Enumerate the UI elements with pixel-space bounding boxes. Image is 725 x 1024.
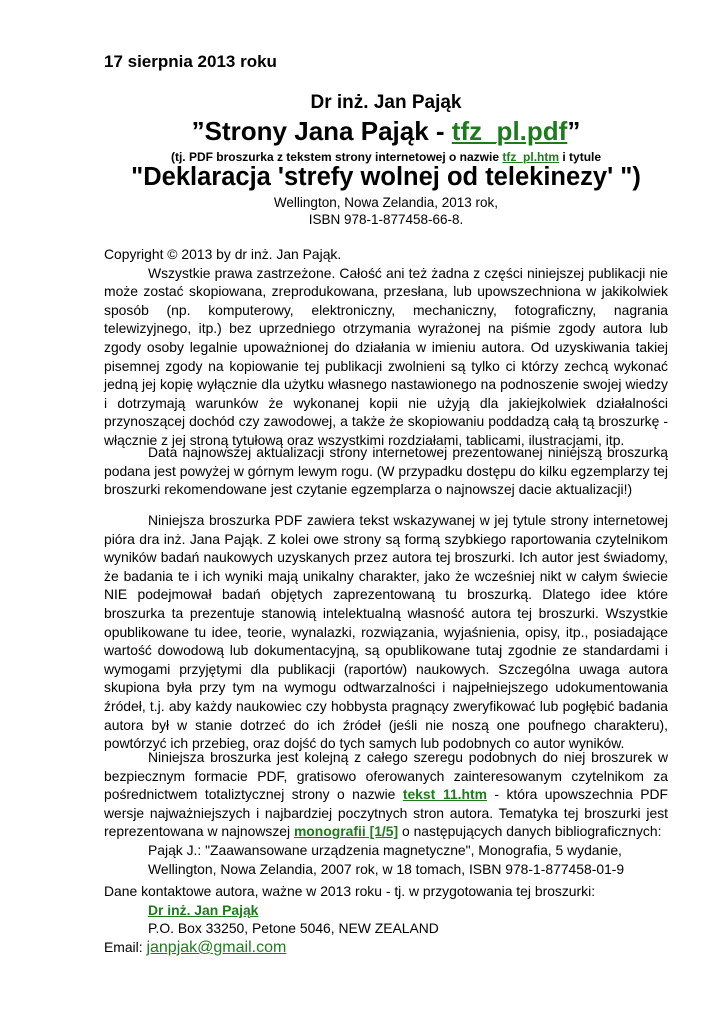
- series-paragraph: [104, 748, 668, 841]
- content-paragraph: Niniejsza broszurka PDF zawiera tekst wskazywanej w jej tytule strony internetowej pióra dra inż. Jana Pająk. Z kolei owe strony są formą szybkiego raportowania czytelnikom wyników badań naukowych uzyskanych przez autora tej broszurki. Ich autor jest świadomy, że badania te i ich wyniki mają unikalny charakter, jako że wcześniej nikt w całym świecie NIE podejmował badań objętych zaprezentowaną tu broszurką. Dlatego idee które broszurka ta prezentuje stanowią intelektualną własność autora tej broszurki. Wszystkie opublikowane tu idee, teorie, wynalazki, rozwiązania, wyjaśnienia, opisy, itp., posiadające wartość dowodową lub dokumentacyjną, są opublikowane tutaj zgodnie ze standardami i wymogami przyjętymi dla publikacji (raportów) naukowych. Szczególna uwaga autora skupiona była przy tym na wymogu odtwarzalności i najpełniejszego udokumentowania źródeł, t.j. aby każdy naukowiec czy hobbysta pragnący zweryfikować lub pogłębić badania autora był w stanie dotrzeć do ich źródeł (jeśli nie noszą one poufnego charakteru), powtórzyć ich przebieg, oraz dojść do tych samych lub podobnych co autor wyników.: [104, 512, 668, 752]
- contact-name-line: [104, 901, 668, 920]
- series-text-b: - która upowszechnia PDF wersje najważniejszych i najbardziej poczytnych stron autora. Tematyka tej broszurki jest reprezentowana w najnowszej: [104, 786, 668, 840]
- contact-address: P.O. Box 33250, Petone 5046, NEW ZEALAND: [148, 920, 439, 937]
- page-topic-title: "Deklaracja 'strefy wolnej od telekinezy' "): [131, 163, 641, 191]
- publication-info: [104, 194, 668, 228]
- bibliography-line-1: Pająk J.: "Zaawansowane urządzenia magnetyczne", Monografia, 5 wydanie,: [148, 841, 622, 858]
- subtitle-htm-link[interactable]: tfz_pl.htm: [502, 150, 560, 164]
- subtitle-prefix: (tj. PDF broszurka z tekstem strony internetowej o nazwie: [170, 150, 503, 164]
- bibliography-line-2: Wellington, Nowa Zelandia, 2007 rok, w 18 tomach, ISBN 978-1-877458-01-9: [148, 860, 625, 877]
- update-paragraph: Data najnowszej aktualizacji strony internetowej prezentowanej niniejszą broszurką podana jest powyżej w górnym lewym rogu. (W przypadku dostępu do kilku egzemplarzy tej broszurki rekomendowane jest czytanie egzemplarza o najnowszej dacie aktualizacji!): [104, 444, 668, 498]
- isbn: ISBN 978-1-877458-66-8.: [308, 212, 464, 227]
- document-title: [104, 116, 668, 147]
- update-paragraph-block: [104, 443, 668, 499]
- title-prefix: ”Strony Jana Pająk -: [191, 116, 452, 146]
- monograph-link[interactable]: monografii [1/5]: [293, 823, 399, 840]
- copyright-line: Copyright © 2013 by dr inż. Jan Pająk.: [104, 246, 342, 262]
- author-name: Dr inż. Jan Pająk: [310, 92, 462, 113]
- rights-paragraph: Wszystkie prawa zastrzeżone. Całość ani też żadna z części niniejszej publikacji nie może zostać skopiowana, zreprodukowana, przesłana, lub upowszechniona w jakikolwiek sposób (np. komputerowy, elektroniczny, mechaniczny, fotograficzny, nagrania telewizyjnego, itp.) bez uprzedniego otrzymania wyrażonej na piśmie zgody autora lub zgody osoby legalnie upoważnionej do działania w imieniu autora. Od uzyskiwania takiej pisemnej zgody na kopiowanie tej publikacji zwolnieni są tylko ci którzy zechcą wykonać jedną jej kopię wyłącznie dla użytku własnego nastawionego na podnoszenie swojej wiedzy i dotrzymają warunków że wykonanej kopii nie użyją dla jakiejkolwiek działalności przynoszącej dochód czy zawodowej, a także że skopiowaniu poddadzą całą tą broszurkę - włącznie z jej stroną tytułową oraz wszystkimi rozdziałami, tablicami, ilustracjami, itp.: [104, 264, 668, 448]
- subtitle-suffix: i tytule: [559, 150, 602, 164]
- content-paragraph-block: [104, 511, 668, 753]
- contact-intro: Dane kontaktowe autora, ważne w 2013 roku - tj. w przygotowania tej broszurki:: [104, 883, 596, 899]
- contact-name-link[interactable]: Dr inż. Jan Pająk: [148, 901, 259, 918]
- contact-block: [104, 882, 668, 957]
- title-pdf-link[interactable]: tfz_pl.pdf: [451, 116, 568, 146]
- copyright-block: [104, 245, 668, 450]
- title-suffix: ”: [567, 116, 581, 146]
- series-text-c: o następujących danych bibliograficznych:: [398, 823, 662, 840]
- publication-place: Wellington, Nowa Zelandia, 2013 rok,: [273, 195, 499, 210]
- subtitle: [104, 150, 668, 164]
- update-date: 17 sierpnia 2013 roku: [104, 52, 277, 71]
- email-label: Email:: [104, 938, 147, 955]
- tekst-11-link[interactable]: tekst_11.htm: [402, 786, 487, 803]
- email-line: [104, 938, 668, 958]
- series-paragraph-block: [104, 748, 668, 878]
- email-link[interactable]: janpjak@gmail.com: [146, 938, 287, 956]
- series-text-a: Niniejsza broszurka jest kolejną z całego szeregu podobnych do niej broszurek w bezpiecznym formacie PDF, gratisowo oferowanych zainteresowanym czytelnikom za pośrednictwem totaliztycznej strony o nazwie: [104, 749, 668, 803]
